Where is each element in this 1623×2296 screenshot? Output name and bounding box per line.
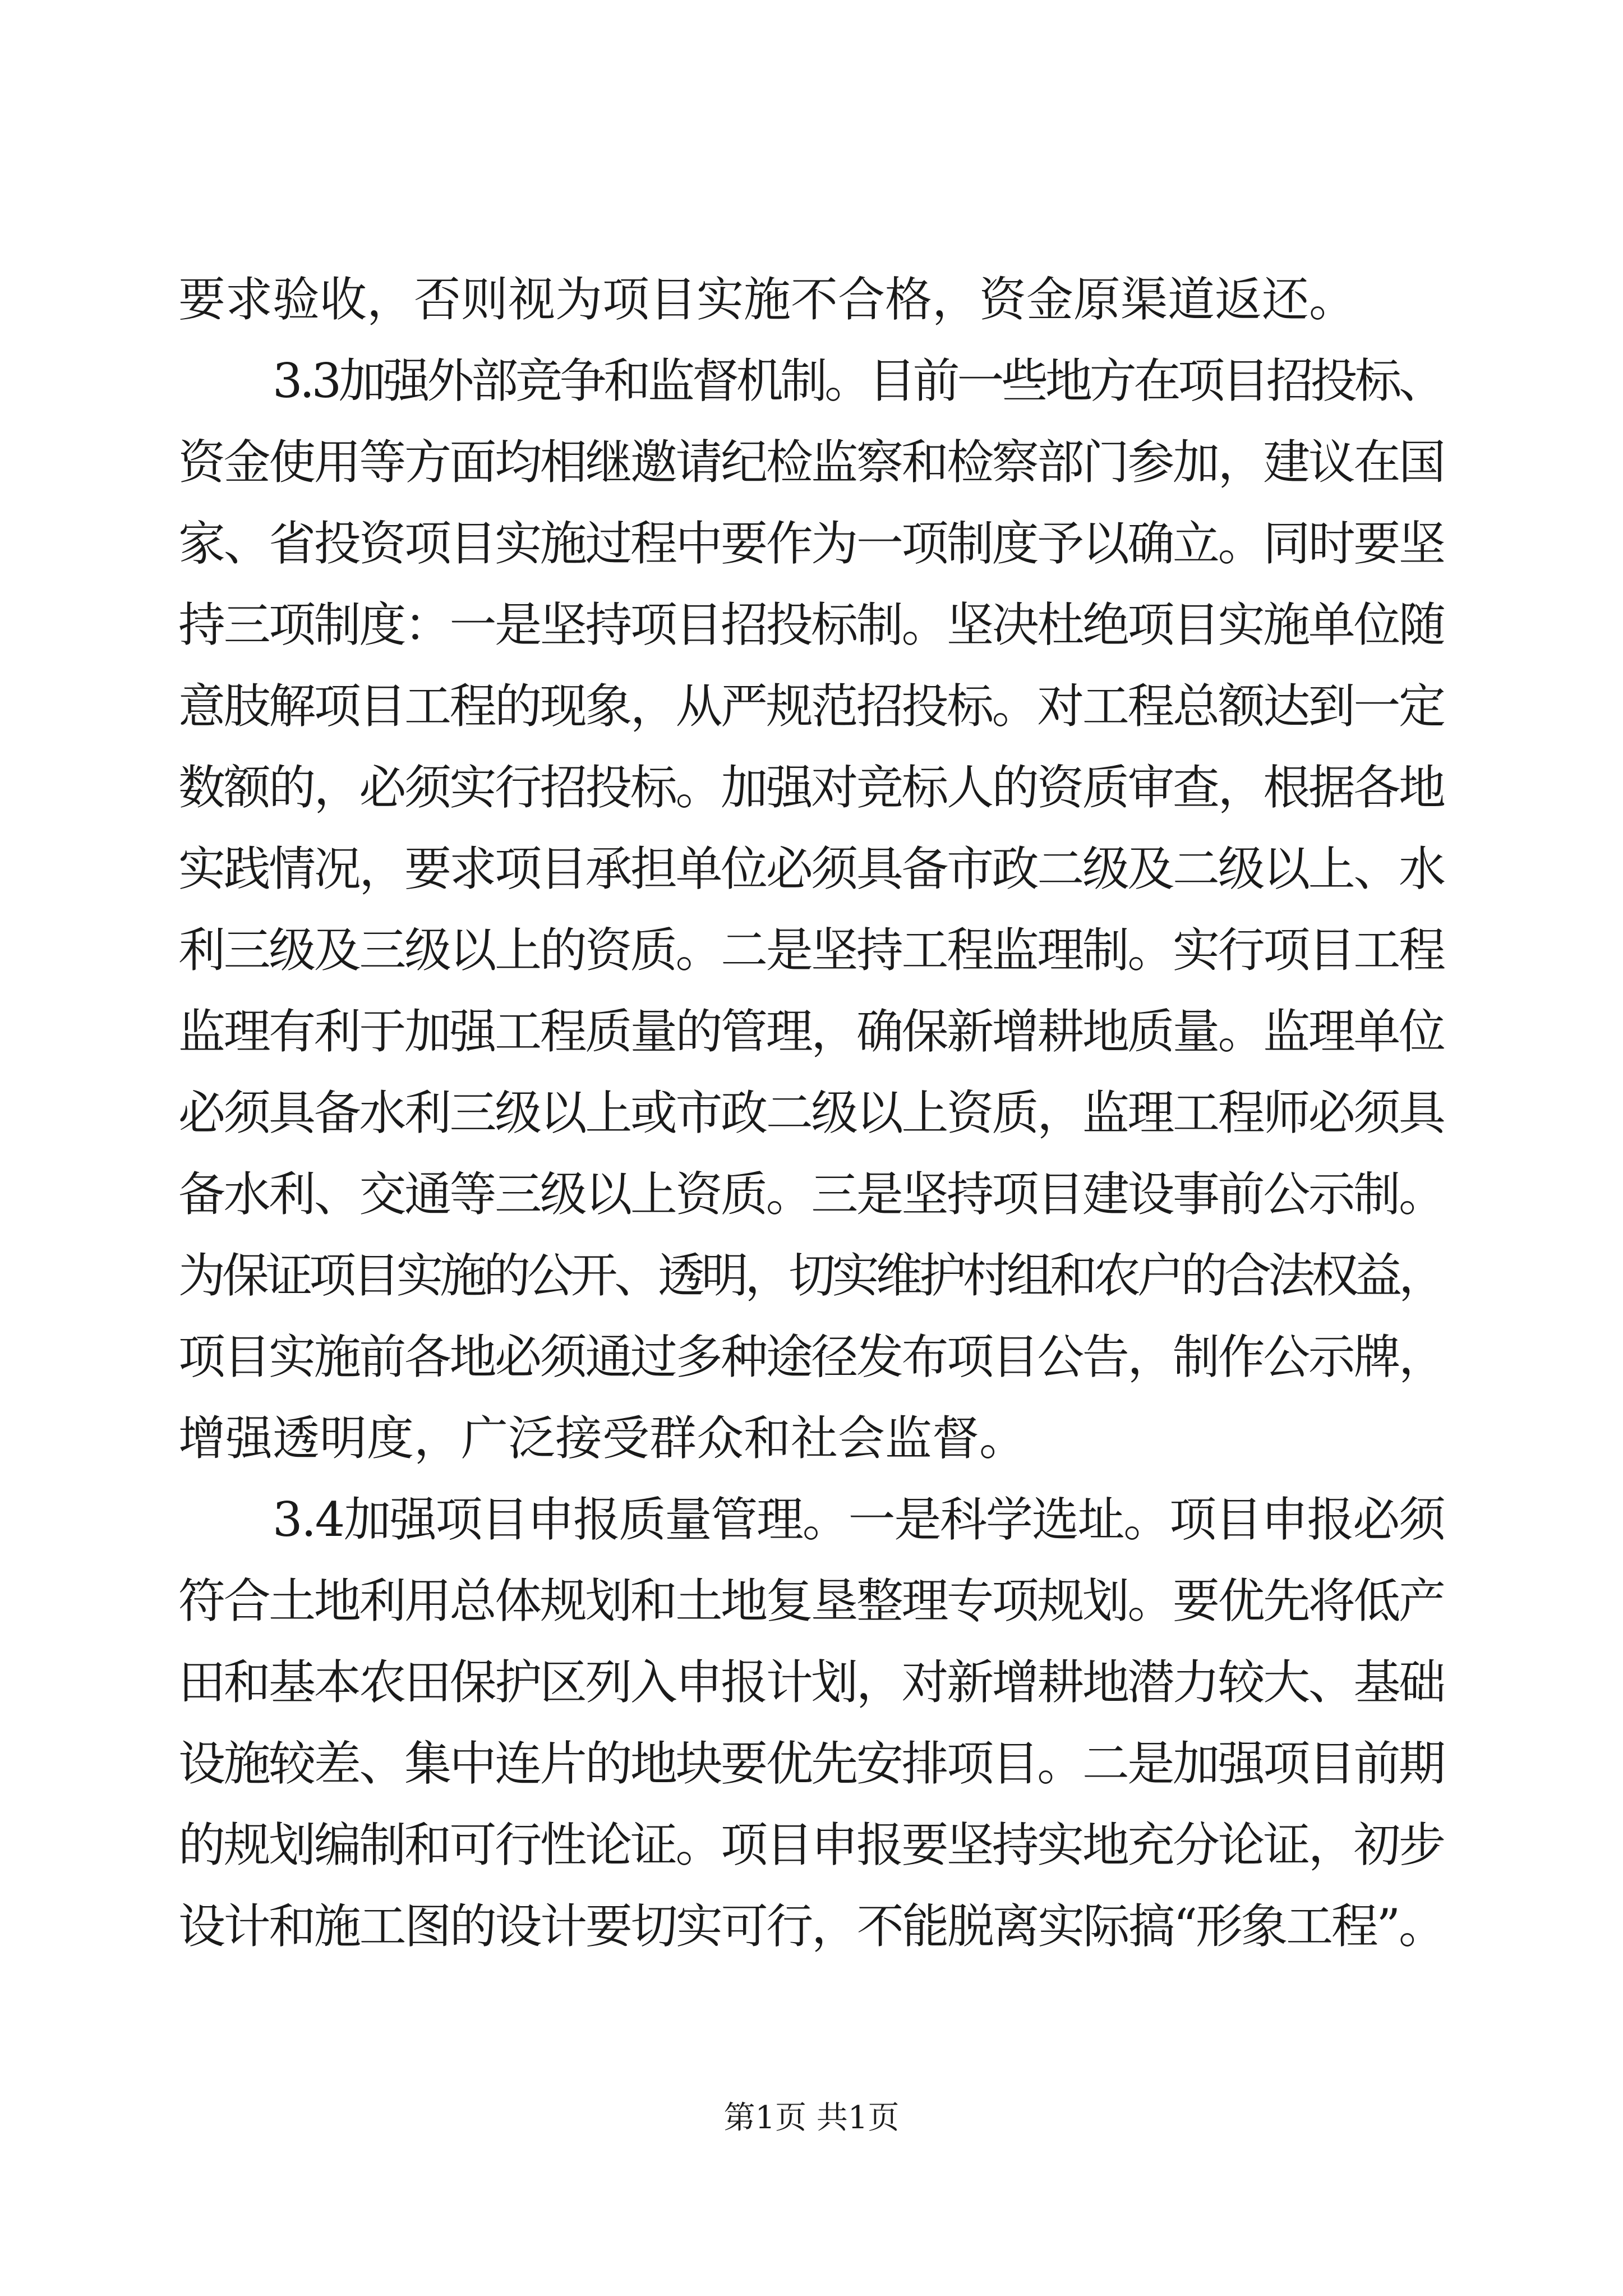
text-line: 资金使用等方面均相继邀请纪检监察和检察部门参加，建议在国 bbox=[178, 435, 1444, 490]
text-line: 监理有利于加强工程质量的管理，确保新增耕地质量。监理单位 bbox=[178, 1004, 1444, 1059]
text-line: 符合土地利用总体规划和土地复垦整理专项规划。要优先将低产 bbox=[178, 1573, 1444, 1628]
text-line: 为保证项目实施的公开、透明，切实维护村组和农户的合法权益， bbox=[178, 1248, 1442, 1303]
text-line: 数额的，必须实行招投标。加强对竞标人的资质审查，根据各地 bbox=[178, 760, 1444, 815]
text-line: 备水利、交通等三级以上资质。三是坚持项目建设事前公示制。 bbox=[178, 1167, 1444, 1222]
body-text bbox=[178, 259, 1446, 1967]
text-line: 意肢解项目工程的现象，从严规范招投标。对工程总额达到一定 bbox=[178, 679, 1444, 734]
page-number: 第1页 共1页 bbox=[723, 2100, 900, 2136]
text-line: 3.4加强项目申报质量管理。一是科学选址。项目申报必须 bbox=[273, 1492, 1445, 1547]
text-line: 要求验收，否则视为项目实施不合格，资金原渠道返还。 bbox=[178, 272, 1357, 327]
text-line: 利三级及三级以上的资质。二是坚持工程监理制。实行项目工程 bbox=[178, 923, 1444, 978]
page-footer bbox=[0, 2096, 1623, 2141]
text-line: 设施较差、集中连片的地块要优先安排项目。二是加强项目前期 bbox=[178, 1736, 1444, 1791]
text-line: 设计和施工图的设计要切实可行，不能脱离实际搞“形象工程”。 bbox=[178, 1899, 1444, 1954]
text-line: 必须具备水利三级以上或市政二级以上资质，监理工程师必须具 bbox=[178, 1085, 1444, 1140]
text-line: 的规划编制和可行性论证。项目申报要坚持实地充分论证，初步 bbox=[178, 1818, 1444, 1872]
text-line: 持三项制度：一是坚持项目招投标制。坚决杜绝项目实施单位随 bbox=[178, 597, 1444, 652]
text-line: 家、省投资项目实施过程中要作为一项制度予以确立。同时要坚 bbox=[178, 516, 1444, 571]
text-line: 增强透明度，广泛接受群众和社会监督。 bbox=[178, 1411, 1027, 1466]
text-line: 田和基本农田保护区列入申报计划，对新增耕地潜力较大、基础 bbox=[178, 1655, 1444, 1710]
text-line: 3.3加强外部竞争和监督机制。目前一些地方在项目招投标、 bbox=[273, 353, 1443, 408]
text-line: 实践情况，要求项目承担单位必须具备市政二级及二级以上、水 bbox=[178, 841, 1444, 896]
text-line: 项目实施前各地必须通过多种途径发布项目公告，制作公示牌， bbox=[178, 1329, 1444, 1384]
